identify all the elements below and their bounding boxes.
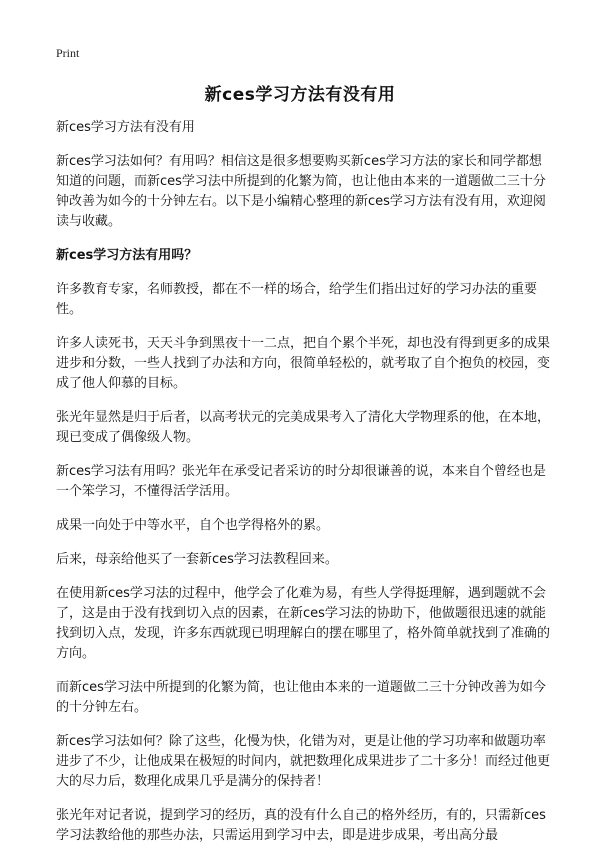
page-title: 新ces学习方法有没有用: [204, 85, 396, 105]
paragraph: 而新ces学习法中所提到的化繁为简，也让他由本来的一道题做二三十分钟改善为如今的十分钟左右。: [56, 680, 546, 715]
paragraph: 后来，母亲给他买了一套新ces学习法教程回来。: [56, 552, 338, 567]
paragraph: 张光年显然是归于后者，以高考状元的完美成果考入了清化大学物理系的他，在本地，现已变成了偶像级人物。: [56, 410, 551, 445]
article-subtitle: 新ces学习方法有没有用: [56, 120, 195, 135]
print-link[interactable]: Print: [56, 46, 80, 60]
article-body: [56, 118, 552, 860]
paragraph: 许多人读死书，天天斗争到黑夜十一二点，把自个累个半死，却也没有得到更多的成果进步和分数，一些人找到了办法和方向，很简单轻松的，就考取了自个抱负的校园，变成了他人仰慕的目标。: [56, 336, 551, 391]
paragraph-intro: 新ces学习法如何？有用吗？相信这是很多想要购买新ces学习方法的家长和同学都想知道的问题，而新ces学习法中所提到的化繁为简，也让他由本来的一道题做二三十分钟改善为如今的十分钟左右。以下是小编精心整理的新ces学习方法有没有用，欢迎阅读与收藏。: [56, 154, 546, 229]
paragraph: 许多教育专家，名师教授，都在不一样的场合，给学生们指出过好的学习办法的重要性。: [56, 282, 538, 317]
paragraph: 张光年对记者说，提到学习的经历，真的没有什么自己的格外经历，有的，只需新ces学习法教给他的那些办法，只需运用到学习中去，即是进步成果，考出高分最: [56, 808, 546, 843]
section-heading: 新ces学习方法有用吗？: [56, 248, 198, 263]
paragraph: 在使用新ces学习法的过程中，他学会了化难为易，有些人学得挺理解，遇到题就不会了，这是由于没有找到切入点的因素，在新ces学习法的协助下，他做题很迅速的就能找到切入点，发现，许多东西就现已明理解白的摆在哪里了，格外简单就找到了准确的方向。: [56, 586, 551, 661]
paragraph: 成果一向处于中等水平，自个也学得格外的累。: [56, 518, 330, 533]
paragraph: 新ces学习法如何？除了这些，化慢为快，化错为对，更是让他的学习功率和做题功率进步了不少，让他成果在极短的时间内，就把数理化成果进步了二十多分！而经过他更大的尽力后，数理化成果几乎是满分的保持者！: [56, 734, 551, 789]
paragraph: 新ces学习法有用吗？张光年在承受记者采访的时分却很谦善的说，本来自个曾经也是一个笨学习，不懂得活学活用。: [56, 464, 546, 499]
